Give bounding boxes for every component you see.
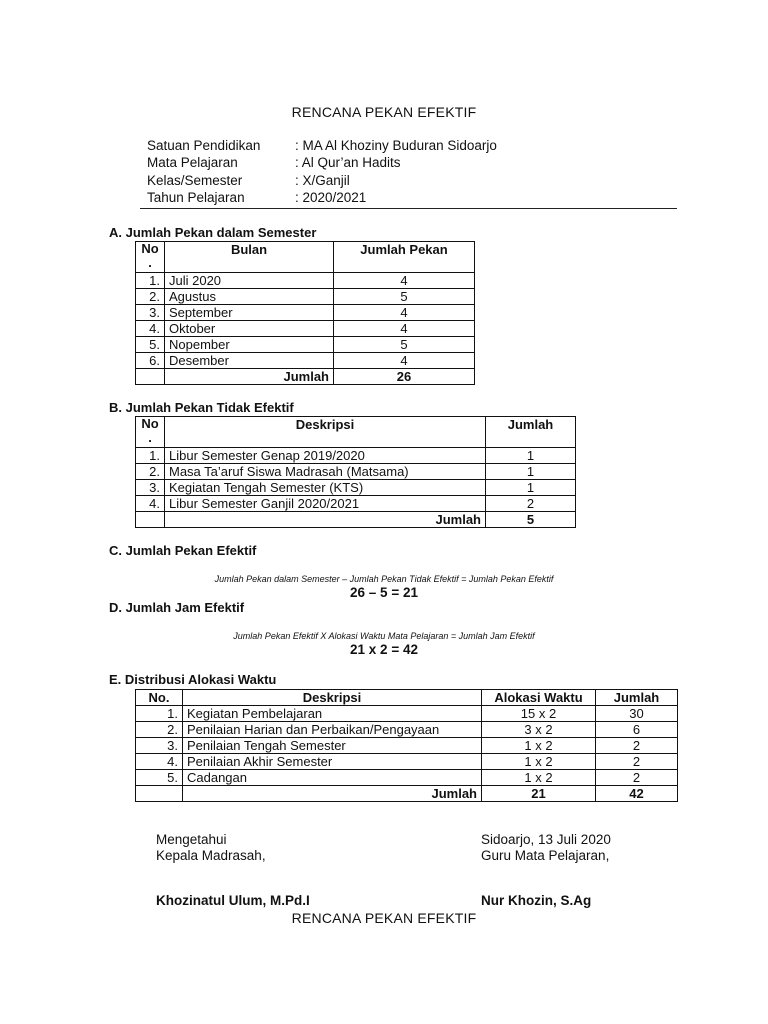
info-label: Kelas/Semester	[147, 173, 243, 188]
col-jumlah: Jumlah	[486, 417, 576, 448]
col-jumlah-pekan: Jumlah Pekan	[334, 242, 475, 273]
table-row: 1. Juli 2020 4	[136, 273, 475, 289]
section-c-heading: C. Jumlah Pekan Efektif	[109, 543, 257, 558]
table-header-row	[136, 417, 576, 448]
signature-left-line1: Mengetahui	[156, 832, 227, 847]
table-row: 2. Agustus 5	[136, 289, 475, 305]
col-deskripsi: Deskripsi	[183, 690, 482, 706]
table-row: 1. Libur Semester Genap 2019/2020 1	[136, 448, 576, 464]
table-header-row	[136, 242, 475, 273]
signature-left-name: Khozinatul Ulum, M.Pd.I	[156, 893, 310, 908]
table-row: 4. Penilaian Akhir Semester 1 x 2 2	[136, 754, 678, 770]
table-row: 5. Cadangan 1 x 2 2	[136, 770, 678, 786]
info-row-satuan	[147, 137, 497, 155]
table-total-row: Jumlah 26	[136, 369, 475, 385]
col-alokasi-waktu: Alokasi Waktu	[482, 690, 596, 706]
info-value: : X/Ganjil	[295, 173, 350, 188]
footer-title: RENCANA PEKAN EFEKTIF	[291, 910, 477, 926]
table-total-row: Jumlah 5	[136, 512, 576, 528]
table-pekan-semester	[135, 241, 475, 385]
table-row: 4. Oktober 4	[136, 321, 475, 337]
info-value: : MA Al Khoziny Buduran Sidoarjo	[295, 138, 497, 153]
formula-jam-efektif: Jumlah Pekan Efektif X Alokasi Waktu Mata Pelajaran = Jumlah Jam Efektif	[233, 631, 535, 641]
table-distribusi-alokasi	[135, 689, 678, 802]
formula-pekan-efektif: Jumlah Pekan dalam Semester – Jumlah Pekan Tidak Efektif = Jumlah Pekan Efektif	[214, 574, 554, 584]
table-row: 4. Libur Semester Ganjil 2020/2021 2	[136, 496, 576, 512]
signature-right-name: Nur Khozin, S.Ag	[481, 893, 592, 908]
section-b-heading: B. Jumlah Pekan Tidak Efektif	[109, 400, 294, 415]
info-label: Mata Pelajaran	[147, 155, 238, 170]
col-no: No.	[136, 690, 183, 706]
table-row: 2. Penilaian Harian dan Perbaikan/Pengayaan 3 x 2 6	[136, 722, 678, 738]
signature-left-line2: Kepala Madrasah,	[156, 848, 266, 863]
table-row: 3. Kegiatan Tengah Semester (KTS) 1	[136, 480, 576, 496]
result-pekan-efektif: 26 – 5 = 21	[350, 585, 418, 600]
header-divider	[140, 208, 677, 209]
table-pekan-tidak-efektif	[135, 416, 576, 528]
table-row: 5. Nopember 5	[136, 337, 475, 353]
col-bulan: Bulan	[165, 242, 334, 273]
info-row-kelas	[147, 172, 350, 190]
signature-right-line1: Sidoarjo, 13 Juli 2020	[481, 832, 611, 847]
section-a-heading: A. Jumlah Pekan dalam Semester	[109, 225, 317, 240]
table-row: 3. Penilaian Tengah Semester 1 x 2 2	[136, 738, 678, 754]
info-row-mapel	[147, 154, 401, 172]
table-row: 1. Kegiatan Pembelajaran 15 x 2 30	[136, 706, 678, 722]
table-total-row: Jumlah 21 42	[136, 786, 678, 802]
section-d-heading: D. Jumlah Jam Efektif	[109, 600, 245, 615]
table-row: 2. Masa Ta’aruf Siswa Madrasah (Matsama) 1	[136, 464, 576, 480]
col-deskripsi: Deskripsi	[165, 417, 486, 448]
info-label: Tahun Pelajaran	[147, 190, 245, 205]
col-no: No .	[136, 417, 165, 448]
info-value: : Al Qur’an Hadits	[295, 155, 401, 170]
signature-left-block	[156, 832, 266, 864]
info-value: : 2020/2021	[295, 190, 367, 205]
col-no: No .	[136, 242, 165, 273]
table-row: 6. Desember 4	[136, 353, 475, 369]
page-title: RENCANA PEKAN EFEKTIF	[291, 104, 477, 120]
signature-right-block	[481, 832, 611, 864]
section-e-heading: E. Distribusi Alokasi Waktu	[109, 672, 277, 687]
table-header-row	[136, 690, 678, 706]
col-jumlah: Jumlah	[596, 690, 678, 706]
info-row-tahun	[147, 189, 366, 207]
table-row: 3. September 4	[136, 305, 475, 321]
result-jam-efektif: 21 x 2 = 42	[350, 642, 418, 657]
signature-right-line2: Guru Mata Pelajaran,	[481, 848, 610, 863]
info-label: Satuan Pendidikan	[147, 138, 261, 153]
